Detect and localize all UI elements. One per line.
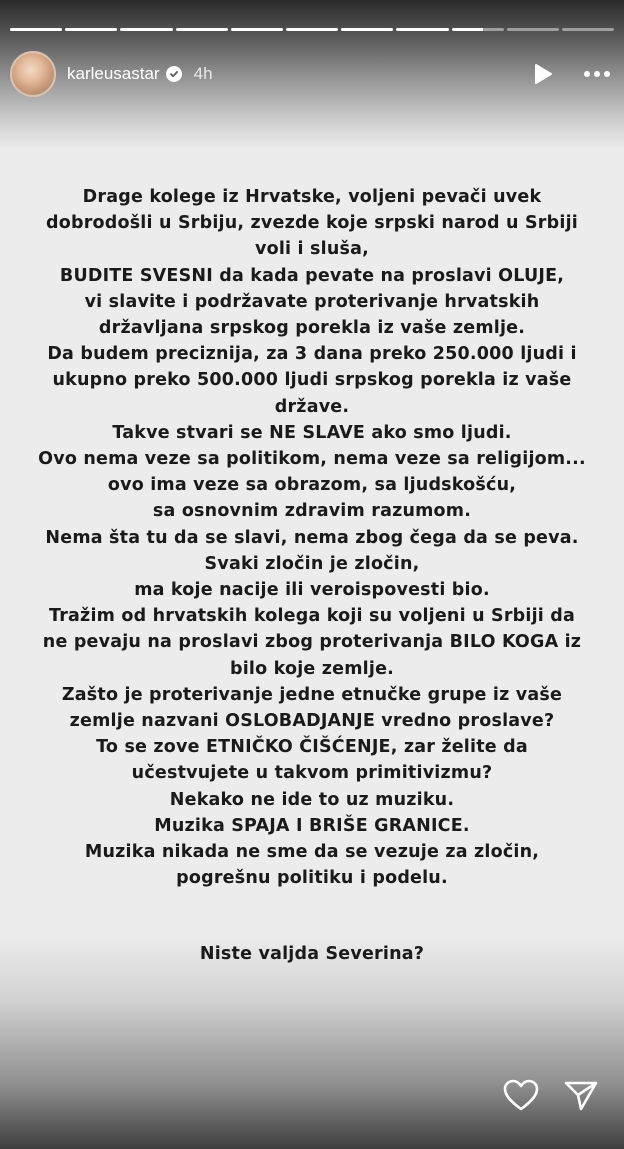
story-line: voli i sluša,: [255, 239, 369, 260]
bottom-gradient: [0, 935, 624, 1149]
story-line: ma koje nacije ili veroispovesti bio.: [134, 580, 490, 601]
story-line: Svaki zločin je zločin,: [204, 553, 420, 574]
story-line: ne pevaju na proslavi zbog proterivanja BILO KOGA iz: [42, 632, 582, 653]
story-line: sa osnovnim zdravim razumom.: [152, 501, 472, 522]
story-line: Nekako ne ide to uz muziku.: [169, 789, 455, 810]
story-line: bilo koje zemlje.: [230, 658, 394, 679]
story-line: zemlje nazvani OSLOBADJANJE vredno proslave?: [69, 711, 555, 732]
play-button[interactable]: [528, 59, 558, 89]
story-line: ukupno preko 500.000 ljudi srpskog porekla iz vaše: [52, 370, 572, 391]
verified-badge-icon: [166, 66, 182, 82]
story-line: Drage kolege iz Hrvatske, voljeni pevači uvek: [82, 187, 542, 207]
progress-segment: [396, 28, 448, 31]
avatar[interactable]: [10, 51, 56, 97]
story-line: učestvujete u takvom primitivizmu?: [131, 763, 493, 784]
username[interactable]: karleusastar: [67, 64, 160, 83]
story-line: Takve stvari se NE SLAVE ako smo ljudi.: [112, 422, 512, 443]
more-options-button[interactable]: [580, 59, 614, 89]
story-line: Tražim od hrvatskih kolega koji su voljeni u Srbiji da: [49, 606, 575, 627]
progress-segment: [507, 28, 559, 31]
send-icon: [562, 1078, 600, 1114]
progress-segment: [231, 28, 283, 31]
progress-segment: [65, 28, 117, 31]
story-line: To se zove ETNIČKO ČIŠĆENJE, zar želite da: [96, 737, 528, 758]
progress-segment: [120, 28, 172, 31]
progress-segment: [452, 28, 504, 31]
story-line: BUDITE SVESNI da kada pevate na proslavi OLUJE,: [59, 265, 565, 286]
more-horizontal-icon: [584, 71, 590, 77]
like-button[interactable]: [502, 1078, 540, 1114]
story-line: Ovo nema veze sa politikom, nema veze sa religijom...: [38, 449, 586, 470]
story-line: pogrešnu politiku i podelu.: [176, 868, 448, 889]
heart-icon: [502, 1078, 540, 1114]
story-line: dobrodošli u Srbiju, zvezde koje srpski narod u Srbiji: [46, 213, 578, 234]
play-icon: [532, 62, 554, 86]
story-line: ovo ima veze sa obrazom, sa ljudskošću,: [107, 475, 517, 496]
story-line: Muzika SPAJA I BRIŠE GRANICE.: [154, 815, 470, 836]
story-line: Da budem preciznija, za 3 dana preko 250.000 ljudi i: [47, 344, 577, 365]
story-line: Muzika nikada ne sme da se vezuje za zločin,: [84, 842, 540, 863]
story-text: [20, 184, 604, 891]
story-line: državljana srpskog porekla iz vaše zemlje.: [98, 318, 526, 339]
more-dot: [604, 71, 610, 77]
story-line: Zašto je proterivanje jedne etnučke grupe iz vaše: [61, 684, 563, 705]
more-dot: [594, 71, 600, 77]
progress-segment: [176, 28, 228, 31]
story-line: vi slavite i podržavate proterivanje hrvatskih: [84, 291, 540, 312]
progress-segment: [341, 28, 393, 31]
story-progress-bar: [10, 28, 614, 31]
post-time: 4h: [193, 64, 213, 83]
story-line: Nema šta tu da se slavi, nema zbog čega da se peva.: [45, 527, 579, 548]
share-button[interactable]: [562, 1078, 600, 1114]
progress-segment: [10, 28, 62, 31]
story-signoff: Niste valjda Severina?: [199, 944, 425, 964]
story-line: države.: [274, 396, 350, 417]
story-header: [10, 50, 614, 98]
progress-segment: [286, 28, 338, 31]
progress-segment: [562, 28, 614, 31]
